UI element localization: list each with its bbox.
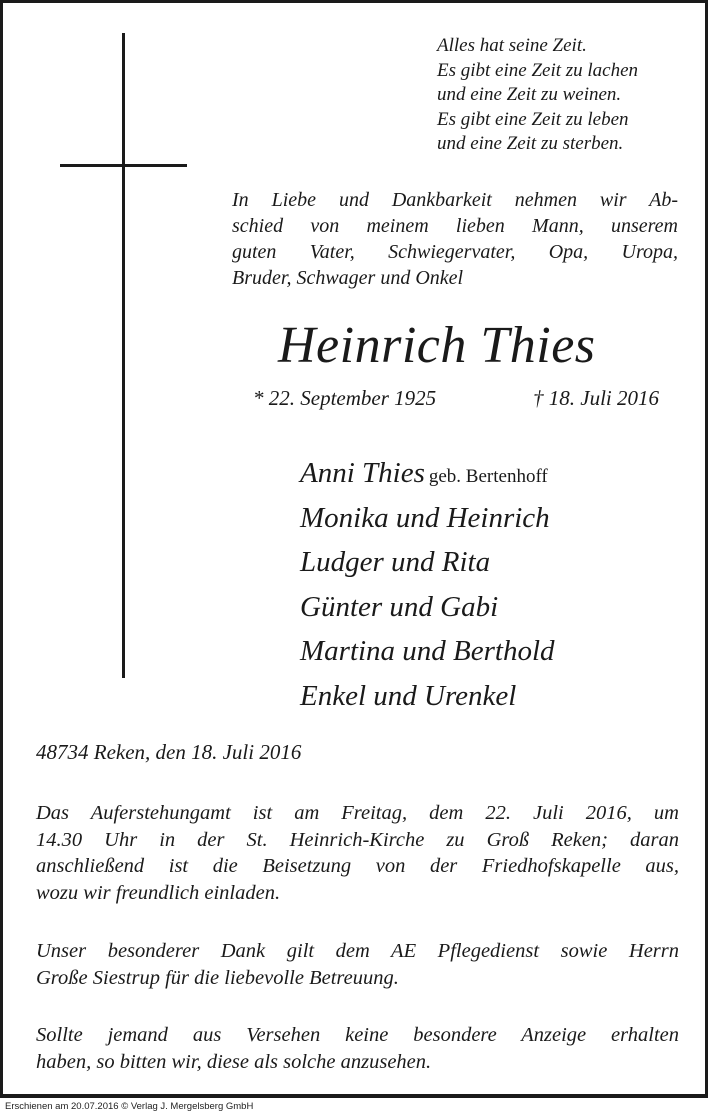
- death-date: † 18. Juli 2016: [533, 386, 659, 410]
- mourner-maiden-name: geb. Bertenhoff: [428, 466, 548, 487]
- intro-text: [232, 187, 678, 291]
- paragraph-line: wozu wir freundlich einladen.: [36, 881, 281, 904]
- paragraph-line: 14.30 Uhr in der St. Heinrich-Kirche zu Groß Reken; daran: [36, 828, 679, 851]
- paragraph-line: anschließend ist die Beisetzung von der Friedhofskapelle aus,: [36, 855, 679, 877]
- service-paragraph: [36, 800, 679, 906]
- mourner-entry: Günter und Gabi: [300, 590, 499, 623]
- quote-line: und eine Zeit zu sterben.: [437, 133, 624, 154]
- publication-footer: Erschienen am 20.07.2016 © Verlag J. Mergelsberg GmbH: [0, 1097, 708, 1117]
- paragraph-line: Sollte jemand aus Versehen keine besondere Anzeige erhalten: [36, 1024, 679, 1046]
- notice-paragraph: [36, 1022, 679, 1075]
- quote-line: und eine Zeit zu weinen.: [437, 84, 622, 105]
- mourner-entry: Monika und Heinrich: [300, 501, 550, 534]
- quote-block: [437, 34, 638, 157]
- mourner-entry: [300, 451, 555, 496]
- mourner-entry: Ludger und Rita: [300, 546, 491, 578]
- quote-line: Es gibt eine Zeit zu leben: [437, 108, 629, 130]
- quote-line: Es gibt eine Zeit zu lachen: [437, 59, 639, 81]
- deceased-name: Heinrich Thies: [278, 317, 596, 374]
- intro-line: In Liebe und Dankbarkeit nehmen wir Ab-: [232, 189, 678, 211]
- mourner-name: Anni Thies: [300, 457, 425, 489]
- paragraph-line: Große Siestrup für die liebevolle Betreuung.: [36, 966, 399, 989]
- thanks-paragraph: [36, 938, 679, 991]
- paragraph-line: Unser besonderer Dank gilt dem AE Pflegedienst sowie Herrn: [36, 940, 679, 962]
- cross-icon: [122, 33, 125, 678]
- cross-icon-crossbar: [60, 164, 187, 167]
- birth-date: * 22. September 1925: [253, 386, 437, 410]
- paragraph-line: Das Auferstehungamt ist am Freitag, dem 22. Juli 2016, um: [36, 802, 679, 824]
- mourners-list: [300, 451, 555, 718]
- quote-line: Alles hat seine Zeit.: [437, 35, 587, 56]
- mourner-entry: Martina und Berthold: [300, 635, 555, 667]
- intro-line: schied von meinem lieben Mann, unserem: [232, 215, 678, 237]
- intro-line: guten Vater, Schwiegervater, Opa, Uropa,: [232, 241, 678, 263]
- paragraph-line: haben, so bitten wir, diese als solche anzusehen.: [36, 1050, 432, 1073]
- mourner-entry: Enkel und Urenkel: [300, 679, 517, 712]
- place-and-date: 48734 Reken, den 18. Juli 2016: [36, 740, 302, 764]
- intro-line: Bruder, Schwager und Onkel: [232, 267, 464, 289]
